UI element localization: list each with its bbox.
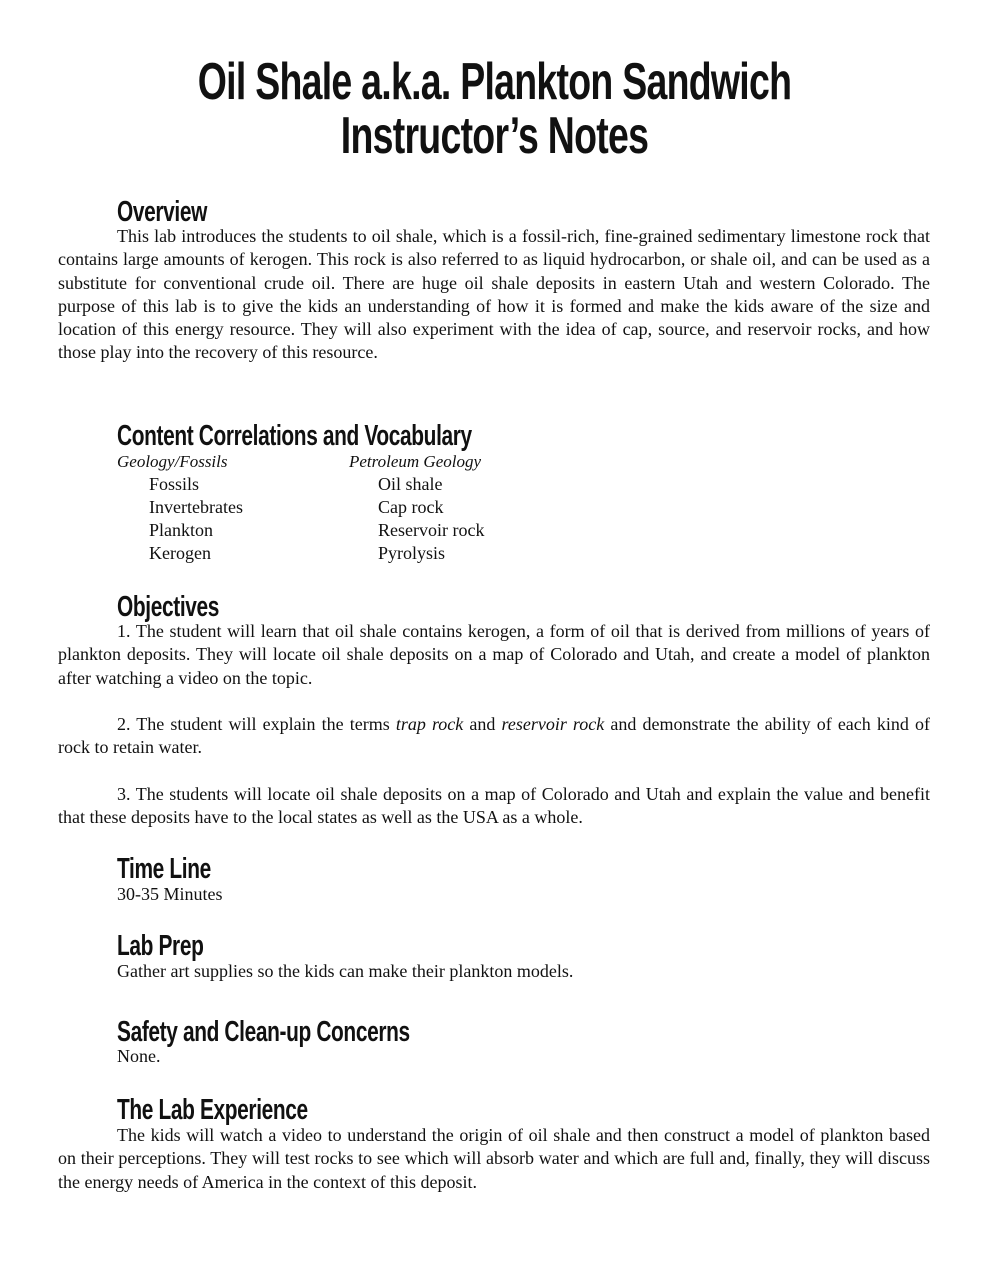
vocab-item: Reservoir rock xyxy=(378,520,485,540)
term-reservoir-rock: reservoir rock xyxy=(501,714,605,734)
vocab-item: Invertebrates xyxy=(149,497,243,517)
objective-1: 1. The student will learn that oil shale contains kerogen, a form of oil that is derived from millions of years of plankton deposits. They will locate oil shale deposits on a map of Colorado and Utah, and create a model of plankton after watching a video on the topic. xyxy=(58,621,930,688)
timeline-heading: Time Line xyxy=(117,853,211,885)
column-title-geology: Geology/Fossils xyxy=(117,452,228,471)
page-title: Oil Shale a.k.a. Plankton Sandwich xyxy=(197,53,792,111)
labprep-text: Gather art supplies so the kids can make their plankton models. xyxy=(117,961,574,981)
vocab-item: Pyrolysis xyxy=(378,543,446,563)
column-title-petroleum: Petroleum Geology xyxy=(349,452,482,471)
experience-heading: The Lab Experience xyxy=(117,1094,308,1126)
vocab-item: Cap rock xyxy=(378,497,444,517)
overview-text: This lab introduces the students to oil shale, which is a fossil-rich, fine-grained sedimentary limestone rock that contains large amounts of kerogen. This rock is also referred to as liquid hydrocarbon, or shale oil, and can be used as a substitute for conventional crude oil. There are huge oil shale deposits in eastern Utah and western Colorado. The purpose of this lab is to give the kids an understanding of how it is formed and make the kids aware of the size and location of this energy resource. They will also experiment with the idea of cap, source, and reservoir rocks, and how those play into the recovery of this resource. xyxy=(58,226,930,363)
vocab-item: Plankton xyxy=(149,520,214,540)
page-subtitle: Instructor’s Notes xyxy=(340,107,649,165)
vocab-item: Oil shale xyxy=(378,474,443,494)
content-heading: Content Correlations and Vocabulary xyxy=(117,420,472,452)
vocab-item: Kerogen xyxy=(149,543,211,563)
overview-heading: Overview xyxy=(117,196,207,228)
safety-heading: Safety and Clean-up Concerns xyxy=(117,1016,410,1048)
timeline-text: 30-35 Minutes xyxy=(117,884,223,904)
labprep-heading: Lab Prep xyxy=(117,930,204,962)
vocab-item: Fossils xyxy=(149,474,200,494)
objective-2: 2. The student will explain the terms trap rock and reservoir rock and demonstrate the ability of each kind of rock to retain water. xyxy=(58,714,930,758)
experience-text: The kids will watch a video to understand the origin of oil shale and then construct a model of plankton based on their perceptions. They will test rocks to see which will absorb water and which are full and, finally, they will discuss the energy needs of America in the context of this deposit. xyxy=(58,1125,930,1192)
term-trap-rock: trap rock xyxy=(395,714,464,734)
objectives-heading: Objectives xyxy=(117,591,220,623)
objective-3: 3. The students will locate oil shale deposits on a map of Colorado and Utah and explain the value and benefit that these deposits have to the local states as well as the USA as a whole. xyxy=(58,784,930,828)
safety-text: None. xyxy=(117,1046,161,1066)
